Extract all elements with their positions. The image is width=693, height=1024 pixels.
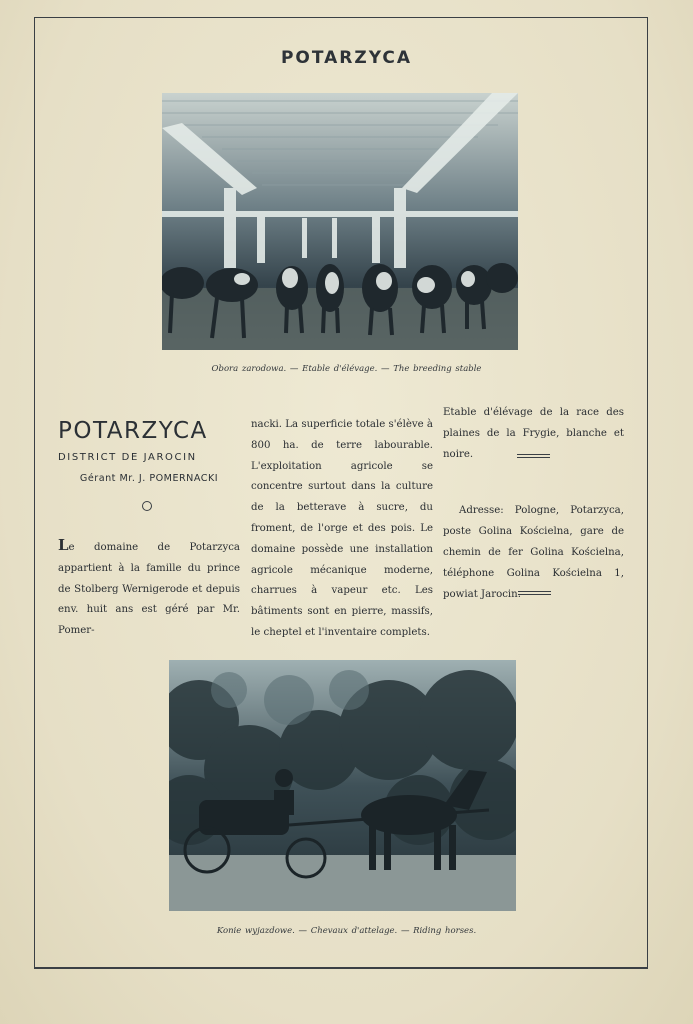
estate-description: nacki. La superficie totale s'élève à 800 ha. de terre labourable. L'exploitation agricole se concentre surtout dans la culture de la betterave à sucre, du froment, de l'orge et des pois. Le domaine possède une installation agricole mécanique moderne, charrues à vapeur etc. Les bâtiments sont en pierre, massifs, le cheptel et l'inventaire complets. — [251, 419, 433, 638]
text-column-2 — [251, 415, 433, 644]
riding-horses-photo — [169, 660, 516, 911]
drop-cap: L — [58, 536, 69, 554]
address-text: Adresse: Pologne, Potarzyca, poste Golina Kościelna, gare de chemin de fer Golina Kościelna, téléphone Golina Kościelna 1, powiat Jarocin. — [443, 505, 624, 600]
riding-horses-illustration — [169, 660, 516, 911]
double-rule-divider — [518, 591, 551, 595]
breeding-stable-caption: Obora zarodowa. — Etable d'élévage. — The breeding stable — [211, 364, 482, 374]
circle-ornament-icon — [142, 501, 152, 511]
page-title: POTARZYCA — [280, 48, 413, 68]
double-rule-divider — [517, 454, 550, 458]
riding-horses-caption: Konie wyjazdowe. — Chevaux d'attelage. — Riding horses. — [216, 926, 477, 936]
text-column-1 — [58, 535, 240, 642]
estate-heading: POTARZYCA — [58, 418, 208, 444]
district-label: DISTRICT DE JAROCIN — [58, 452, 197, 463]
manager-label: Gérant Mr. J. POMERNACKI — [79, 473, 219, 484]
breeding-stable-photo — [162, 93, 518, 350]
breeding-stable-illustration — [162, 93, 518, 350]
intro-paragraph — [58, 535, 240, 642]
breed-description: Etable d'élévage de la race des plaines de la Frygie, blanche et noire. — [443, 407, 624, 460]
intro-text: e domaine de Potarzyca appartient à la famille du prince de Stolberg Wernigerode et depuis env. huit ans est géré par Mr. Pomer- — [58, 542, 240, 637]
text-column-3 — [443, 403, 624, 605]
